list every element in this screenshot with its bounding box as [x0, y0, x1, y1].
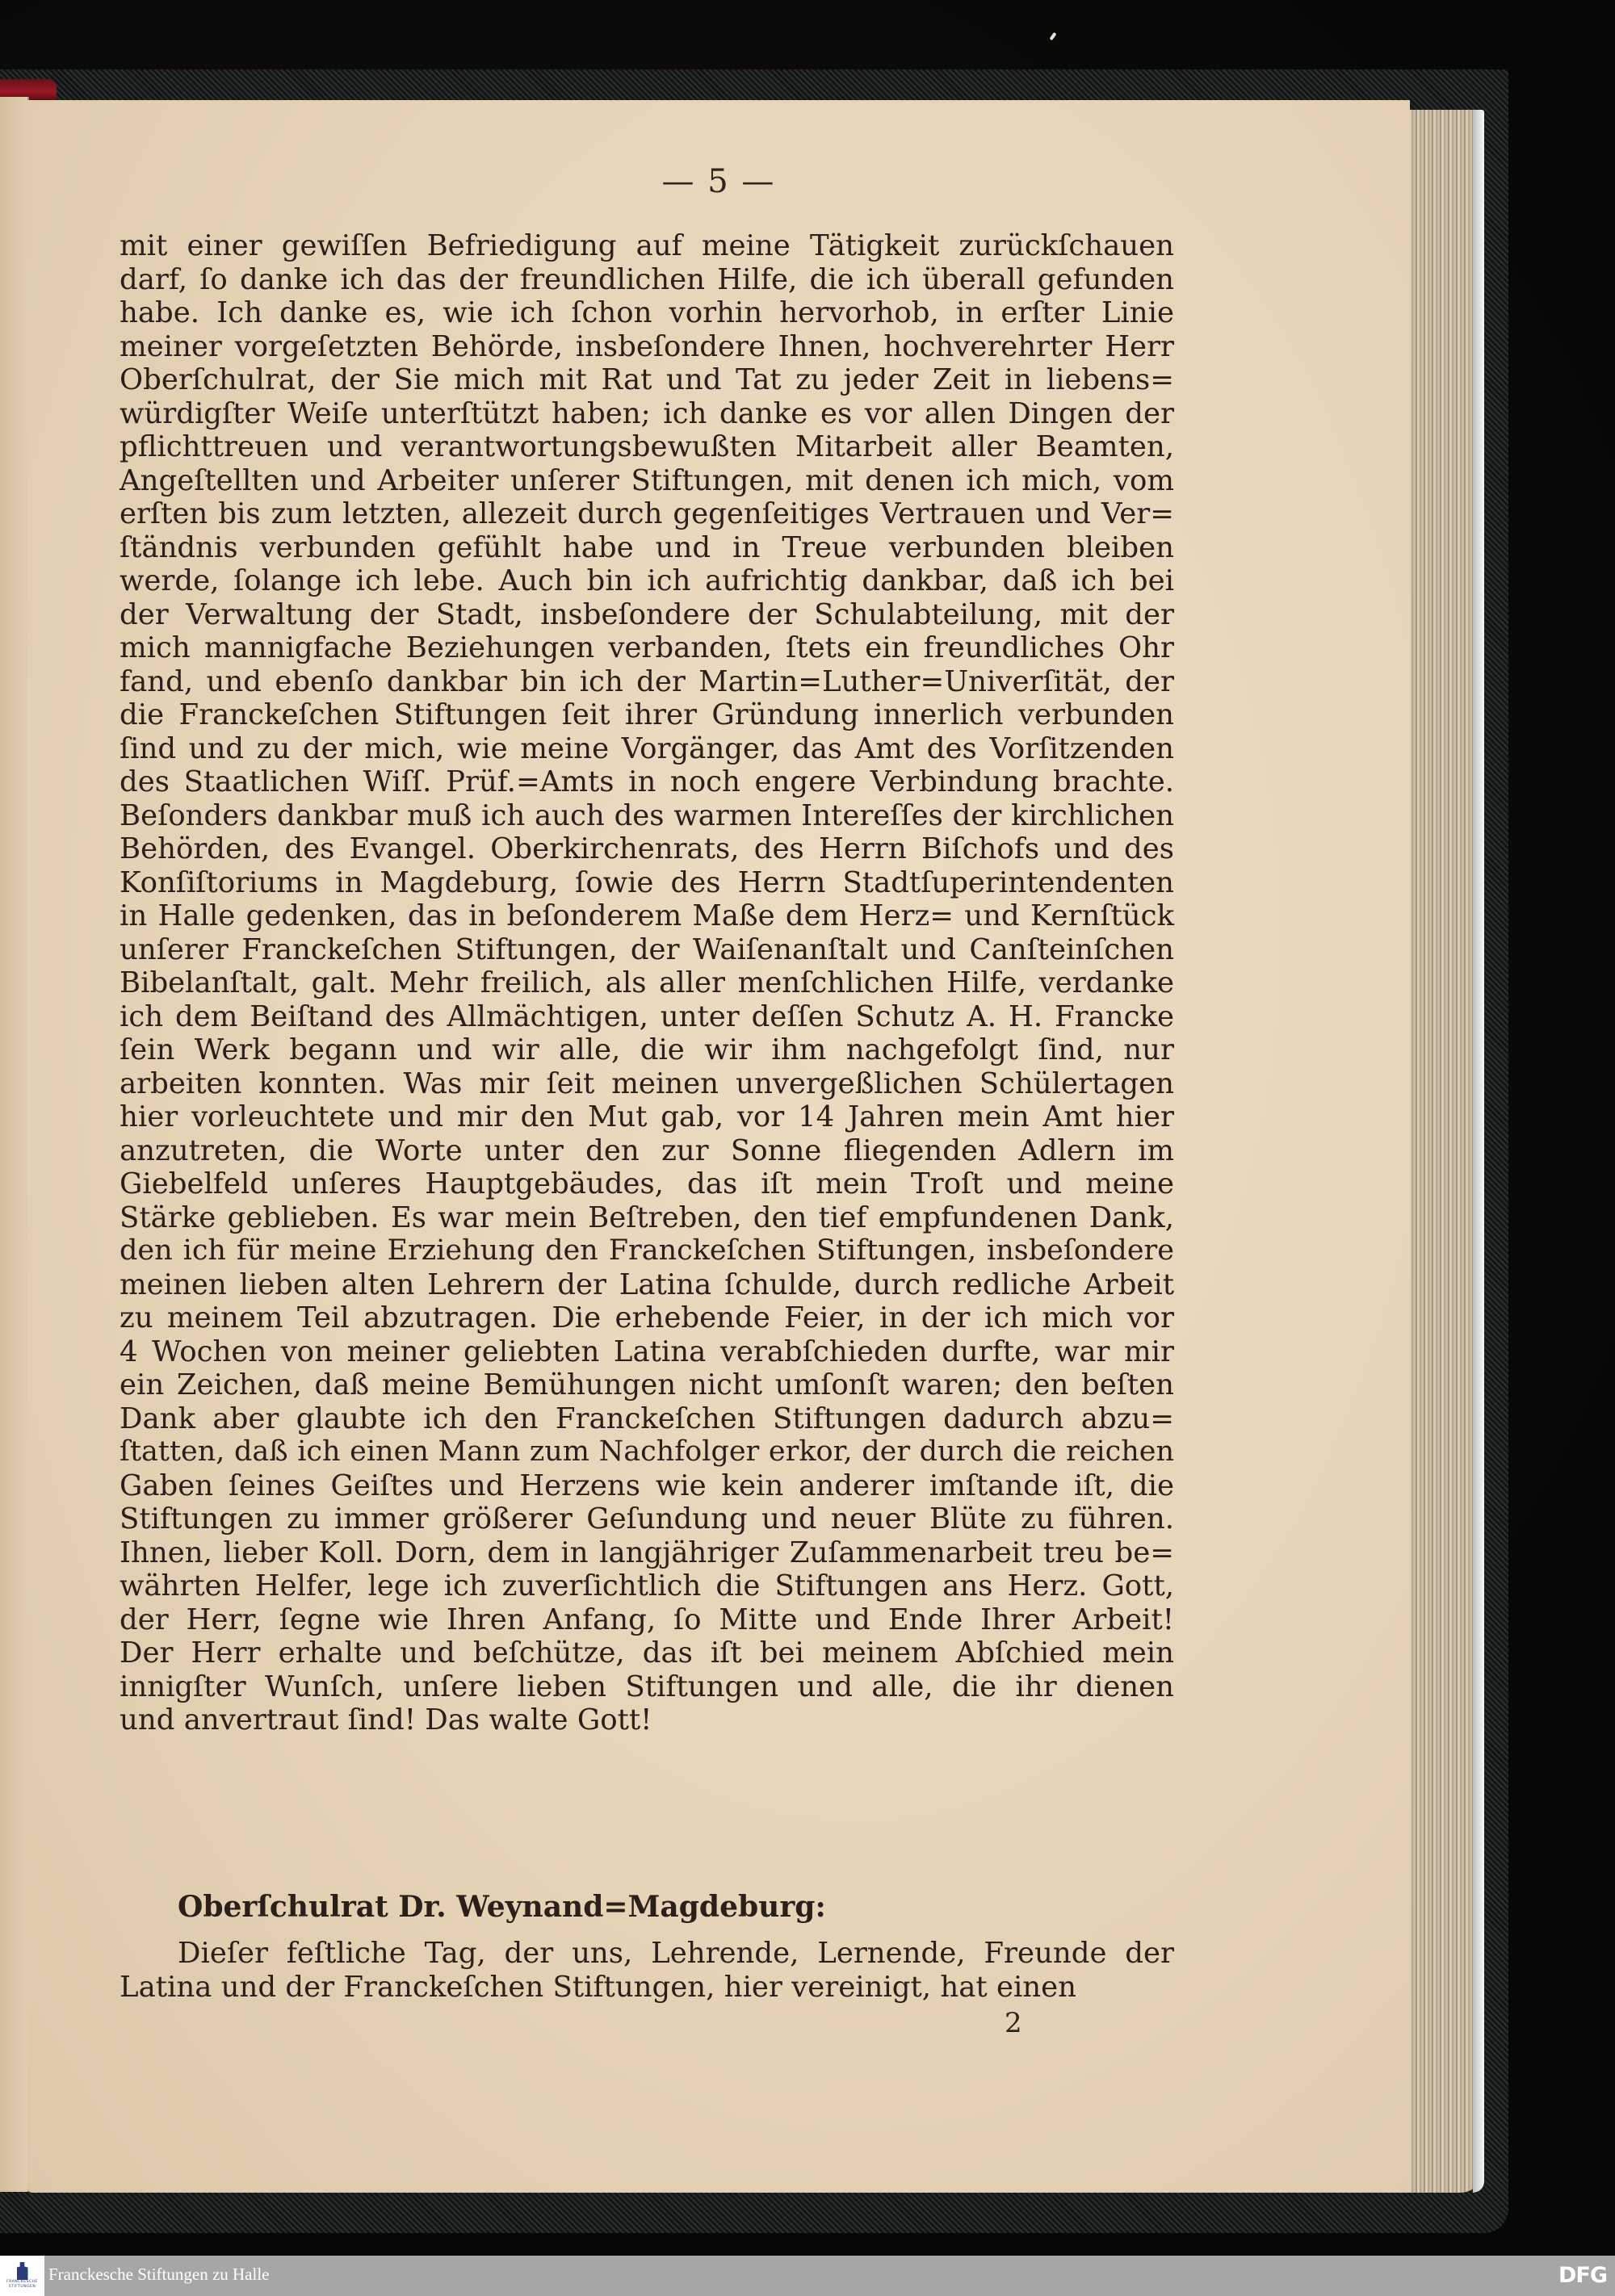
text-line: innigſter Wunſch, unſere lieben Stiftungen und alle, die ihr dienen	[120, 1670, 1174, 1703]
text-line: Bibelanſtalt, galt. Mehr freilich, als aller menſchlichen Hilfe, verdanke	[120, 966, 1174, 999]
text-line: währten Helfer, lege ich zuverſichtlich die Stiftungen ans Herz. Gott,	[120, 1569, 1174, 1603]
text-line: Latina und der Franckeſchen Stiftungen, hier vereinigt, hat einen	[120, 1970, 1077, 2004]
text-line: Oberſchulrat, der Sie mich mit Rat und Tat zu jeder Zeit in liebens=	[120, 363, 1174, 396]
text-line: Angeſtellten und Arbeiter unſerer Stiftungen, mit denen ich mich, vom	[120, 463, 1174, 497]
francke-statue-icon	[17, 2262, 28, 2280]
text-line: der Verwaltung der Stadt, insbeſondere der Schulabteilung, mit der	[120, 597, 1174, 631]
page-stack-edge	[1397, 110, 1484, 2193]
text-line: Stiftungen zu immer größerer Geſundung und neuer Blüte zu führen.	[120, 1502, 1174, 1536]
text-line: unſerer Franckeſchen Stiftungen, der Waiſenanſtalt und Canſteinſchen	[120, 932, 1174, 966]
text-line: des Staatlichen Wiſſ. Prüf.=Amts in noch engere Verbindung brachte.	[120, 765, 1174, 798]
institution-name[interactable]: Franckesche Stiftungen zu Halle	[48, 2265, 270, 2284]
text-line: meinen lieben alten Lehrern der Latina ſchulde, durch redliche Arbeit	[120, 1267, 1174, 1301]
text-line: anzutreten, die Worte unter den zur Sonne fliegenden Adlern im	[120, 1133, 1174, 1167]
next-paragraph	[120, 1936, 1174, 2003]
text-line: würdigſter Weiſe unterſtützt haben; ich danke es vor allen Dingen der	[120, 396, 1174, 430]
body-text	[120, 229, 1174, 1737]
text-line: mich mannigfache Beziehungen verbanden, ſtets ein freundliches Ohr	[120, 631, 1174, 664]
book-page	[27, 100, 1410, 2193]
page-number: — 5 —	[661, 163, 776, 200]
text-line: fand, und ebenſo dankbar bin ich der Martin=Luther=Univerſität, der	[120, 664, 1174, 698]
text-line: Konſiſtoriums in Magdeburg, ſowie des Herrn Stadtſuperintendenten	[120, 865, 1174, 899]
text-line: habe. Ich danke es, wie ich ſchon vorhin hervorhob, in erſter Linie	[120, 296, 1174, 329]
text-line: der Herr, ſegne wie Ihren Anfang, ſo Mitte und Ende Ihrer Arbeit!	[120, 1603, 1174, 1636]
text-line: Giebelfeld unſeres Hauptgebäudes, das iſt mein Troſt und meine	[120, 1167, 1174, 1200]
text-line: ich dem Beiſtand des Allmächtigen, unter deſſen Schutz A. H. Francke	[120, 999, 1174, 1033]
text-line: Der Herr erhalte und beſchütze, das iſt bei meinem Abſchied mein	[120, 1636, 1174, 1670]
text-line: Dank aber glaubte ich den Franckeſchen Stiftungen dadurch abzu=	[120, 1401, 1174, 1435]
text-line: Stärke geblieben. Es war mein Beſtreben, den tief empfundenen Dank,	[120, 1200, 1174, 1234]
text-line: die Franckeſchen Stiftungen ſeit ihrer Gründung innerlich verbunden	[120, 698, 1174, 731]
logo-caption: FRANCKESCHE STIFTUNGEN	[6, 2280, 38, 2289]
text-line: erſten bis zum letzten, allezeit durch gegenſeitiges Vertrauen und Ver=	[120, 497, 1174, 530]
gutter-page-edge	[0, 97, 29, 2192]
text-line: pflichttreuen und verantwortungsbewußten Mitarbeit aller Beamten,	[120, 430, 1174, 463]
text-line: Behörden, des Evangel. Oberkirchenrats, des Herrn Biſchofs und des	[120, 832, 1174, 865]
text-line: arbeiten konnten. Was mir ſeit meinen unvergeßlichen Schülertagen	[120, 1066, 1174, 1100]
text-line: Dieſer feſtliche Tag, der uns, Lehrende, Lernende, Freunde der	[178, 1937, 1174, 1970]
dfg-logo[interactable]: DFG	[1558, 2263, 1607, 2288]
text-line: zu meinem Teil abzutragen. Die erhebende Feier, in der ich mich vor	[120, 1301, 1174, 1334]
speaker-heading: Oberſchulrat Dr. Weynand=Magdeburg:	[178, 1890, 826, 1924]
text-line: und anvertraut ſind! Das walte Gott!	[120, 1703, 652, 1737]
text-line: ſtändnis verbunden gefühlt habe und in Treue verbunden bleiben	[120, 530, 1174, 564]
text-line: darf, ſo danke ich das der freundlichen Hilfe, die ich überall gefunden	[120, 262, 1174, 296]
text-line: Beſonders dankbar muß ich auch des warmen Intereſſes der kirchlichen	[120, 798, 1174, 832]
text-line: werde, ſolange ich lebe. Auch bin ich aufrichtig dankbar, daß ich bei	[120, 564, 1174, 597]
footer-bar	[0, 2256, 1615, 2296]
text-line: ſein Werk begann und wir alle, die wir ihm nachgefolgt ſind, nur	[120, 1033, 1174, 1066]
institution-logo[interactable]	[0, 2256, 44, 2296]
text-line: 4 Wochen von meiner geliebten Latina verabſchieden durfte, war mir	[120, 1334, 1174, 1368]
text-line: Gaben ſeines Geiſtes und Herzens wie kein anderer imſtande iſt, die	[120, 1469, 1174, 1502]
text-line: Ihnen, lieber Koll. Dorn, dem in langjähriger Zuſammenarbeit treu be=	[120, 1536, 1174, 1569]
text-line: mit einer gewiſſen Befriedigung auf meine Tätigkeit zurückſchauen	[120, 229, 1174, 262]
text-line: hier vorleuchtete und mir den Mut gab, vor 14 Jahren mein Amt hier	[120, 1100, 1174, 1133]
signature-mark: 2	[1005, 2007, 1022, 2039]
text-line: meiner vorgeſetzten Behörde, insbeſondere Ihnen, hochverehrter Herr	[120, 329, 1174, 363]
text-line: ein Zeichen, daß meine Bemühungen nicht umſonſt waren; den beſten	[120, 1368, 1174, 1401]
text-line: in Halle gedenken, das in beſonderem Maße dem Herz= und Kernſtück	[120, 899, 1174, 932]
text-line: den ich für meine Erziehung den Franckeſchen Stiftungen, insbeſondere	[120, 1234, 1174, 1267]
text-line: ſtatten, daß ich einen Mann zum Nachfolger erkor, der durch die reichen	[120, 1435, 1174, 1468]
text-line: ſind und zu der mich, wie meine Vorgänger, das Amt des Vorſitzenden	[120, 731, 1174, 765]
